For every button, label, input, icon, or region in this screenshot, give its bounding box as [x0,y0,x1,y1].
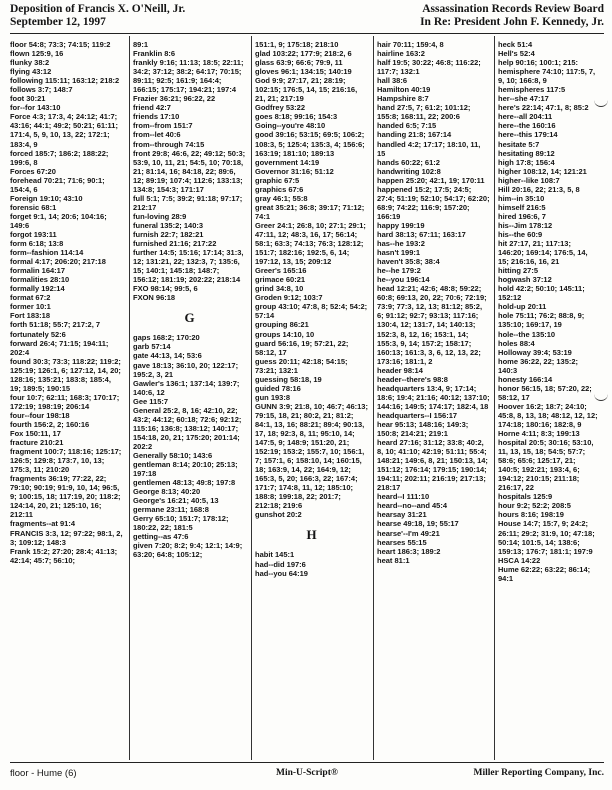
index-entry: group 43:10; 47:8, 8; 52:4; 54:2; 57:14 [255,302,368,321]
index-entry: goes 8:18; 99:16; 154:3 [255,112,338,122]
index-entry: friend 42:7 [133,103,171,113]
index-entry: hard 38:13; 67:11; 163:17 [377,229,466,239]
index-entry: Greer 24:1; 26:8, 10; 27:1; 29:1; 47:11, 12; 48:3, 16, 17; 56:14; 58:1; 63:3; 74:13; 76:3; 128:12; 151:7; 182:16; 192:5, 6, 14; 197:12, 13, 15; 209:12 [255,220,366,267]
index-entry: happy 199:19 [377,220,425,230]
index-entry: fourth 156:2, 2; 160:16 [10,419,90,429]
index-entry: good 39:16; 53:15; 69:5; 106:2; 108:3, 5; 125:4; 135:3, 4; 156:6; 163:19; 181:10; 189:13 [255,130,365,158]
index-entry: House 14:7; 15:7, 9; 24:2; 26:11; 29:2; 31:9, 10; 47:18; 50:14; 101:5, 14; 138:6; 159:13; 176:7; 181:1; 197:9 [498,519,595,556]
index-entry: flying 43:12 [10,67,52,77]
index-entry: high 17:8; 156:4 [498,157,555,167]
index-entry: front 29:8; 46:6, 22; 49:12; 50:3; 53:9, 10, 11, 21; 54:5, 10; 70:18, 21; 81:14, 16; 84:18, 22; 89:6, 12; 89:19; 107:4; 112:6; 133:13; 134:8; 154:3; 171:17 [133,148,246,194]
index-entry: half 19:5; 30:22; 46:8; 116:22; 117:7; 132:1 [377,58,481,77]
index-entry: Gawler's 136:1; 137:14; 139:7; 140:6, 12 [133,378,240,397]
index-entry: from--let 40:6 [133,130,181,140]
index-entry: heard--I 111:10 [377,492,430,502]
index-entry: gun 193:8 [255,392,291,402]
index-entry: found 30:3; 73:3; 118:22; 119:2; 125:19; 126:1, 6; 127:12, 14, 20; 128:16; 135:21; 183:8; 185:4, 19; 189:5; 190:15 [10,356,121,393]
index-entry: hole--the 135:10 [498,329,556,339]
pen-mark [594,390,608,401]
index-entry: heard--no--and 45:4 [377,501,448,511]
index-entry: Governor 31:16; 51:12 [255,166,334,176]
index-entry: hands 60:22; 61:2 [377,157,440,167]
index-entry: happened 15:2; 17:5; 24:5; 27:4; 51:19; 52:10; 54:17; 62:20; 68:9; 74:22; 116:9; 157:20; 166:19 [377,184,490,221]
index-entry: grimace 60:21 [255,275,306,285]
index-entry: hit 27:17, 21; 117:13; 146:20; 169:14; 176:5, 14, 15; 216:16, 16, 21 [498,239,588,267]
index-entry: gray 46:1; 55:8 [255,193,308,203]
index-entry: handled 4:2; 17:17; 18:10, 11, 15 [377,139,481,158]
index-entry: Hill 20:16, 22; 21:3, 5, 8 [498,184,580,194]
index-entry: forward 26:4; 71:15; 194:11; 202:4 [10,338,109,357]
index-entry: hemisphere 74:10; 117:5, 7, 9, 10; 166:8, 9 [498,67,596,86]
column-divider [373,36,374,760]
index-entry: Force 4:3; 17:3, 4; 24:12; 41:7; 43:16; 44:1; 49:2; 50:21; 61:11; 171:4, 5, 9, 10, 13, 22; 172:1; 183:4, 9 [10,112,118,149]
index-entry: headquarters--I 156:17 [377,410,458,420]
index-entry: help 90:16; 100:1; 215: [498,58,579,68]
index-entry: Hamilton 40:19 [377,85,431,95]
index-entry: FXO 98:14; 99:5, 6 [133,284,198,294]
index-entry: Gee 115:7 [133,396,169,406]
index-entry: fortunately 52:6 [10,329,66,339]
column-divider [129,36,130,760]
index-entry: graphic 67:5 [255,175,300,185]
index-entry: George 8:13; 40:20 [133,487,201,497]
index-entry: holes 88:4 [498,338,535,348]
index-entry: Horne 4:11; 8:3; 199:13 [498,429,580,439]
index-entry: hemispheres 117:5 [498,85,566,95]
index-entry: guard 56:16, 19; 57:21, 22; 58:12, 17 [255,338,349,357]
index-entry: FRANCIS 3:3, 12; 97:22; 98:1, 2, 3; 109:12; 148:3 [10,528,123,547]
index-entry: heard 27:16; 31:12; 33:8; 40:2, 8, 10; 41:10; 42:19; 51:11; 55:4; 148:21; 149:6, 8, 21; 150:13, 14; 151:12; 176:14; 179:15; 190:14; 194:11; 202:11; 216:19; 217:13; 218:17 [377,438,488,493]
index-entry: getting--as 47:6 [133,532,189,542]
index-entry: fracture 210:21 [10,438,64,448]
index-entry: Godfrey 53:22 [255,103,306,113]
index-entry: flunky 38:2 [10,58,50,68]
index-entry: flown 125:9, 16 [10,49,64,59]
index-entry: Fox 150:11, 17 [10,429,61,439]
index-entry: further 14:5; 15:16; 17:14; 31:3, 12; 131:21, 22; 132:3, 7; 135:6, 15; 140:1; 145:18; 148:7; 156:12; 181:19; 202:22; 218:14 [133,248,244,285]
index-entry: groups 14:10, 10 [255,329,315,339]
index-entry: hold 42:2; 50:10; 145:11; 152:12 [498,284,585,303]
board-title [420,3,604,29]
index-entry: home 36:22, 22; 135:2; 140:3 [498,356,579,375]
index-entry: format 67:2 [10,293,51,303]
index-entry: Going--you're 48:10 [255,121,326,131]
index-entry: given 7:20; 8:2; 9:4; 12:1; 14:9; 63:20; 64:8; 105:12; [133,541,243,560]
index-entry: hall 38:6 [377,76,408,86]
index-entry: hearse 49:18, 19; 55:17 [377,519,459,529]
index-entry: had--did 197:6 [255,559,306,569]
index-entry: he--he 179:2 [377,266,421,276]
section-letter: G [184,310,195,326]
index-entry: former 10:1 [10,302,51,312]
index-entry: honesty 166:14 [498,374,553,384]
index-entry: guided 78:16 [255,383,301,393]
index-entry: header--there's 98:8 [377,374,448,384]
index-entry: higher--like 108:7 [498,175,560,185]
index-entry: Fort 183:18 [10,311,51,321]
index-entry: formalin 164:17 [10,266,66,276]
index-entry: gunshot 20:2 [255,510,302,520]
index-entry: haven't 35:8; 38:4 [377,257,440,267]
index-entry: foot 30:21 [10,94,46,104]
footer-page-range: floor - Hume (6) [10,768,77,779]
index-entry: four--four 198:18 [10,410,70,420]
index-entry: Generally 58:10; 143:6 [133,450,213,460]
index-entry: gaps 168:2; 170:20 [133,333,200,343]
index-entry: hearsay 31:21 [377,510,427,520]
index-entry: hear 95:13; 148:16; 149:3; 150:8; 214:21; 219:1 [377,419,469,439]
deposition-date: September 12, 1997 [10,16,106,28]
index-entry: formally 192:14 [10,284,65,294]
index-entry: hours 8:16; 198:19 [498,510,564,520]
index-entry: here--all 204:11 [498,112,553,122]
index-entry: his--Jim 178:12 [498,220,553,230]
index-entry: Holloway 39:4; 53:19 [498,347,572,357]
footer-product: Min-U-Script® [276,768,338,778]
column-divider [251,36,252,760]
index-entry: hold-up 20:11 [498,302,547,312]
index-entry: graphics 67:6 [255,184,304,194]
index-entry: hesitate 5:7 [498,139,540,149]
index-entry: here--this 179:14 [498,130,558,140]
index-entry: furnished 21:16; 217:22 [133,239,217,249]
page-header [10,3,604,37]
index-entry: for--for 143:10 [10,103,61,113]
deponent-name: Deposition of Francis X. O'Neill, Jr. [10,3,186,15]
index-entry: gentlemen 48:13; 49:8; 197:8 [133,478,236,488]
index-column-5 [498,40,598,758]
index-column-2 [133,40,246,758]
index-entry: government 14:19 [255,157,320,167]
index-entry: form--fashion 114:14 [10,248,84,258]
index-entry: Hell's 52:4 [498,49,535,59]
index-column-4 [377,40,490,758]
index-entry: hospitals 125:9 [498,492,553,502]
index-entry: four 10:7; 62:11; 168:3; 170:17; 172:19; 198:19; 206:14 [10,392,120,411]
index-entry: forensic 68:1 [10,202,57,212]
index-entry: hospital 20:5; 30:16; 53:10, 11, 13, 15, 18; 54:5; 57:7; 58:6; 65:6; 125:17, 21; 140:5; 192:21; 193:4, 6; 194:12; 210:15; 211:18; 216:17, 22 [498,438,594,493]
index-entry: hogwash 37:12 [498,275,552,285]
index-entry: hesitating 89:12 [498,148,555,158]
index-entry: frankly 9:16; 11:13; 18:5; 22:11; 34:2; 37:12; 38:2; 64:17; 70:15; 89:11; 92:5; 161:9; 164:4; 166:15; 175:17; 194:21; 197:4 [133,58,244,95]
index-entry: Gerry 65:10; 151:7; 178:12; 180:22, 22; 181:5 [133,514,229,533]
index-entry: Frank 15:2; 27:20; 28:4; 41:13; 42:14; 45:7; 56:10; [10,546,118,565]
index-entry: glad 103:22; 177:9; 218:2, 6 [255,49,352,59]
pen-mark [594,96,608,107]
index-entry: gave 18:13; 36:10, 20; 122:17; 195:2, 3, 21 [133,360,239,379]
header-rule [10,33,604,34]
index-entry: fragments 36:19; 77:22, 22; 79:10; 90:19; 91:9, 10, 14; 96:5, 9; 100:15, 18; 117:19, 20; 118:2; 124:14, 20, 21; 125:10, 16; 212:11 [10,474,121,520]
index-entry: himself 216:5 [498,202,546,212]
index-entry: George's 16:21; 40:5, 13 [133,496,219,506]
index-entry: hired 196:6, 7 [498,211,546,221]
index-entry: Hampshire 8:7 [377,94,429,104]
index-entry: hand 27:5, 7; 61:2; 101:12; 155:8; 168:11, 22; 200:6 [377,103,471,122]
index-entry: grind 34:8, 10 [255,284,304,294]
index-entry: forced 185:7; 186:2; 188:22; 199:6, 8 [10,148,109,167]
index-column-1 [10,40,123,758]
index-entry: fragment 100:7; 118:16; 125:17; 126:5; 129:8; 173:7, 10, 13; 175:3, 11; 210:20 [10,447,122,475]
index-entry: HSCA 14:22 [498,555,541,565]
index-entry: guessing 58:18, 19 [255,374,322,384]
index-entry: hour 9:2; 52:2; 208:5 [498,501,571,511]
index-entry: Greer's 165:16 [255,266,307,276]
index-entry: forth 51:18; 55:7; 217:2, 7 [10,320,101,330]
index-entry: forehead 70:21; 71:6; 90:1; 154:4, 6 [10,175,105,194]
index-entry: heat 81:1 [377,555,410,565]
index-entry: hole 75:11; 76:2; 88:8, 9; 135:10; 169:17, 19 [498,311,585,330]
index-entry: funeral 135:2; 140:3 [133,220,204,230]
index-entry: form 6:18; 13:8 [10,239,64,249]
index-entry: Hume 62:22; 63:22; 86:14; 94:1 [498,564,591,583]
index-entry: him--in 35:10 [498,193,545,203]
index-entry: head 12:21; 42:6; 48:8; 59:22; 60:8; 69:13, 20, 22; 70:6; 72:19; 73:9; 77:3, 12, 13; 81:12; 85:2, 6; 91:12; 92:7; 93:13; 117:16; 130:4, 12; 131:7, 14; 140:13; 152:3, 8, 12, 16; 153:1, 14; 155:3, 9, 14; 157:2; 158:17; 160:13; 161:3, 3, 6, 12, 13, 22; 173:16; 181:1, 2 [377,284,487,366]
index-entry: FXON 96:18 [133,293,176,303]
index-entry: hair 70:11; 159:4, 8 [377,40,444,49]
index-entry: glass 63:9; 66:6; 79:9, 11 [255,58,343,68]
index-entry: handing 21:8; 167:14 [377,130,452,140]
index-entry: from--through 74:15 [133,139,205,149]
index-entry: God 9:9; 27:17, 21; 28:19; 102:15; 176:5, 14, 15; 216:16, 21, 21; 217:19 [255,76,358,104]
index-entry: fragments--at 91:4 [10,519,76,529]
index-entry: gate 44:13, 14; 53:6 [133,351,202,361]
deposition-title [10,3,185,29]
index-entry: garb 57:14 [133,342,171,352]
column-divider [494,36,495,760]
index-entry: honor 56:15, 18; 57:20, 22; 58:12, 17 [498,383,592,402]
case-name: In Re: President John F. Kennedy, Jr. [420,16,604,28]
index-entry: friends 17:10 [133,112,180,122]
index-entry: great 35:21; 36:8; 39:17; 71:12; 74:1 [255,202,365,221]
index-entry: hearses 55:15 [377,537,427,547]
index-column-3 [255,40,368,758]
index-entry: higher 108:12, 14; 121:21 [498,166,587,176]
index-entry: guess 20:11; 42:18; 54:15; 73:21; 132:1 [255,356,348,375]
index-entry: formalities 28:10 [10,275,70,285]
index-entry: gentleman 8:14; 20:10; 25:13; 197:18 [133,460,238,479]
index-entry: Hoover 16:2; 18:7; 24:10; 45:8, 8, 13, 18; 48:12, 12, 12; 174:18; 180:16; 182:8, 9 [498,401,598,429]
index-entry: heart 186:3; 189:2 [377,546,441,556]
index-entry: handwriting 102:8 [377,166,441,176]
index-entry: happen 25:20; 42:1, 19; 170:11 [377,175,485,185]
index-entry: furnish 22:7; 182:21 [133,229,204,239]
index-entry: Groden 9:12; 103:7 [255,293,323,303]
index-entry: her--she 47:17 [498,94,549,104]
index-entry: has--he 193:2 [377,239,425,249]
index-entry: formal 4:17; 206:20; 217:18 [10,257,106,267]
index-entry: habit 145:1 [255,550,295,560]
index-entry: floor 54:8; 73:3; 74:15; 119:2 [10,40,111,49]
index-entry: GUNN 3:9; 21:8, 10; 46:7; 46:13; 79:15, 18, 21; 80:2, 21; 81:2; 84:1, 13, 16; 88:21; 89:4; 90:13, 17, 18; 92:3, 8, 11; 95:10, 14; 147:5, 9; 148:9; 151:20, 21; 152:19; 153:2; 155:7, 10; 156:1, 7; 157:1, 6; 158:10, 14; 160:15, 18; 163:9, 14, 22; 164:9, 12; 165:3, 5, 20; 166:3, 22; 167:4; 171:7; 174:8, 11, 12; 185:10; 188:8; 199:18, 22; 201:7; 212:18; 219:6 [255,401,368,511]
index-entry: full 5:1; 7:5; 39:2; 91:18; 97:17; 212:17 [133,193,243,212]
index-entry: here--the 160:16 [498,121,556,131]
index-entry: forget 9:1, 14; 20:6; 104:16; 149:6 [10,211,107,230]
index-entry: grouping 86:21 [255,320,309,330]
index-entry: hearse'--I'm 49:21 [377,528,440,538]
footer-rule [10,762,604,763]
index-entry: General 25:2, 8, 16; 42:10, 22; 43:2; 44:12; 60:18; 72:6; 92:12; 115:16; 136:8; 138:12; 140:17; 154:18, 20, 21; 175:20; 201:14; 202:2 [133,405,242,451]
section-letter: H [306,527,317,543]
index-entry: fun-loving 28:9 [133,211,187,221]
index-entry: follows 3:7; 148:7 [10,85,73,95]
index-entry: Franklin 8:6 [133,49,176,59]
index-entry: 151:1, 9; 175:18; 218:10 [255,40,339,49]
index-entry: here's 22:14; 47:1, 8; 85:2 [498,103,589,113]
index-entry: hitting 27:5 [498,266,539,276]
index-entry: his--the 60:9 [498,229,543,239]
index-entry: from--from 151:7 [133,121,193,131]
page-footer [10,765,604,785]
index-entry: he--you 196:14 [377,275,430,285]
index-entry: header 98:14 [377,365,423,375]
index-entry: heck 51:4 [498,40,533,49]
index-entry: hairline 163:2 [377,49,425,59]
index-entry: headquarters 13:4, 9; 17:14; 18:6; 19:4; 21:16; 40:12; 137:10; 144:16; 149:5; 174:17; 182:4, 18 [377,383,490,411]
index-entry: gloves 96:1; 134:15; 140:19 [255,67,352,77]
index-entry: forgot 193:11 [10,229,57,239]
footer-company: Miller Reporting Company, Inc. [473,768,604,778]
board-name: Assassination Records Review Board [422,3,604,15]
index-entry: Forces 67:20 [10,166,56,176]
index-entry: following 115:11; 163:12; 218:2 [10,76,120,86]
index-entry: 89:1 [133,40,149,49]
index-entry: handed 6:5; 7:15 [377,121,437,131]
index-entry: germane 23:11; 168:8 [133,505,209,515]
index-entry: had--you 64:19 [255,568,308,578]
index-entry: hasn't 199:1 [377,248,421,258]
index-entry: Foreign 19:10; 43:10 [10,193,83,203]
index-entry: Frazier 36:21; 96:22, 22 [133,94,216,104]
